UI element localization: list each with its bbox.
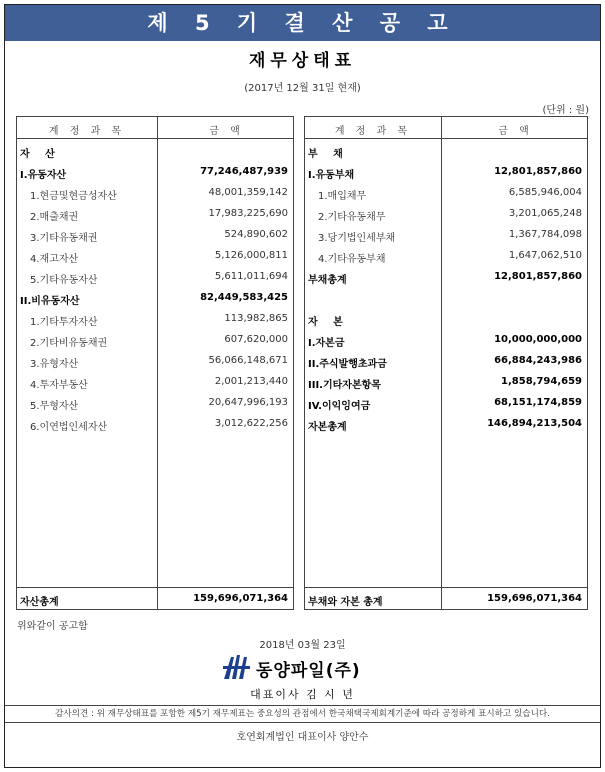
row-amount: 1,367,784,098 [508, 229, 582, 240]
table-row [17, 204, 293, 224]
table-row [305, 225, 587, 245]
table-row [17, 288, 293, 308]
row-label: 5.무형자산 [30, 401, 79, 412]
row-label: 2.매출채권 [30, 212, 79, 223]
row-label: 자 산 [20, 149, 61, 160]
row-label: 자 본 [308, 317, 349, 328]
row-label: II.주식발행초과금 [308, 359, 387, 370]
row-amount: 146,894,213,504 [487, 418, 582, 429]
row-amount: 77,246,487,939 [200, 166, 288, 177]
row-amount: 1,858,794,659 [501, 376, 582, 387]
table-row [17, 351, 293, 371]
table-row [305, 288, 587, 308]
table-row [305, 393, 587, 413]
statement-date: (2017년 12월 31일 현재) [244, 83, 361, 94]
row-amount: 3,201,065,248 [508, 208, 582, 219]
header-account: 계 정 과 목 [48, 126, 126, 137]
row-label: 2.기타유동채무 [318, 212, 386, 223]
table-row [17, 246, 293, 266]
unit-label: (단위 : 원) [542, 105, 589, 116]
table-row [305, 267, 587, 287]
row-amount: 6,585,946,004 [508, 187, 582, 198]
company-logo-icon [222, 654, 252, 680]
row-amount: 56,066,148,671 [208, 355, 288, 366]
statement-title: 재무상태표 [248, 51, 357, 71]
row-label: 자본총계 [308, 422, 347, 433]
row-label: 2.기타비유동채권 [30, 338, 108, 349]
table-row [17, 309, 293, 329]
row-amount: 3,012,622,256 [214, 418, 288, 429]
row-label: 1.현금및현금성자산 [30, 191, 117, 202]
row-amount: 82,449,583,425 [200, 292, 288, 303]
table-row [17, 141, 293, 161]
company-logo [222, 654, 382, 680]
ceo-signature: 대표이사 김 시 년 [250, 688, 355, 701]
row-amount: 17,983,225,690 [208, 208, 288, 219]
header-amount: 금 액 [209, 126, 244, 137]
liabilities-equity-total-amount: 159,696,071,364 [487, 593, 582, 604]
row-label: 5.기타유동자산 [30, 275, 98, 286]
row-label: 4.투자부동산 [30, 380, 88, 391]
table-row [17, 393, 293, 413]
row-label: I.유동자산 [20, 170, 67, 181]
row-label: 3.유형자산 [30, 359, 79, 370]
assets-total-label: 자산총계 [20, 597, 59, 608]
assets-total-amount: 159,696,071,364 [193, 593, 288, 604]
announcement-banner: 제 5 기 결 산 공 고 [5, 5, 600, 41]
table-row [305, 309, 587, 329]
row-label: 4.기타유동부채 [318, 254, 386, 265]
liabilities-table-header [305, 117, 587, 139]
row-amount: 2,001,213,440 [214, 376, 288, 387]
table-row [17, 267, 293, 287]
row-label: I.자본금 [308, 338, 345, 349]
row-label: 부채총계 [308, 275, 347, 286]
liabilities-equity-total-label: 부채와 자본 총계 [308, 597, 383, 608]
liabilities-equity-total-row [305, 587, 587, 609]
table-row [305, 141, 587, 161]
row-amount: 5,126,000,811 [214, 250, 288, 261]
assets-total-row [17, 587, 293, 609]
row-amount: 68,151,174,859 [494, 397, 582, 408]
row-label: 3.기타유동채권 [30, 233, 98, 244]
table-row [305, 162, 587, 182]
table-row [17, 183, 293, 203]
table-row [17, 372, 293, 392]
row-label: II.비유동자산 [20, 296, 80, 307]
table-row [17, 414, 293, 434]
row-amount: 12,801,857,860 [494, 166, 582, 177]
table-row [305, 183, 587, 203]
announcement-note: 위와같이 공고함 [17, 621, 88, 632]
publication-date: 2018년 03월 23일 [259, 640, 346, 651]
assets-table-header [17, 117, 293, 139]
audit-opinion: 감사의견 : 위 재무상태표를 포함한 제5기 재무제표는 중요성의 관점에서 한국채택국제회계기준에 따라 공정하게 표시하고 있습니다. [5, 705, 600, 723]
header-amount: 금 액 [498, 126, 533, 137]
row-label: 4.재고자산 [30, 254, 79, 265]
row-amount: 607,620,000 [224, 334, 288, 345]
row-amount: 5,611,011,694 [214, 271, 288, 282]
row-label: 1.매입채무 [318, 191, 367, 202]
row-amount: 12,801,857,860 [494, 271, 582, 282]
row-label: I.유동부채 [308, 170, 355, 181]
auditor-name: 호연회계법인 대표이사 양안수 [236, 732, 369, 743]
row-amount: 524,890,602 [224, 229, 288, 240]
table-row [305, 372, 587, 392]
table-row [17, 162, 293, 182]
assets-table [16, 116, 294, 610]
table-row [305, 204, 587, 224]
table-row [305, 351, 587, 371]
company-name: 동양파일(주) [256, 661, 361, 681]
row-amount: 20,647,996,193 [208, 397, 288, 408]
table-row [17, 225, 293, 245]
row-amount: 48,001,359,142 [208, 187, 288, 198]
liabilities-equity-table [304, 116, 588, 610]
table-row [17, 330, 293, 350]
header-account: 계 정 과 목 [334, 126, 412, 137]
table-row [305, 246, 587, 266]
row-label: 3.당기법인세부채 [318, 233, 396, 244]
row-label: IV.이익잉여금 [308, 401, 371, 412]
row-amount: 113,982,865 [224, 313, 288, 324]
table-row [305, 414, 587, 434]
row-label: 부 채 [308, 149, 349, 160]
row-label: III.기타자본항목 [308, 380, 381, 391]
table-row [305, 330, 587, 350]
row-label: 1.기타투자자산 [30, 317, 98, 328]
row-label: 6.이연법인세자산 [30, 422, 108, 433]
row-amount: 1,647,062,510 [508, 250, 582, 261]
row-amount: 66,884,243,986 [494, 355, 582, 366]
row-amount: 10,000,000,000 [494, 334, 582, 345]
